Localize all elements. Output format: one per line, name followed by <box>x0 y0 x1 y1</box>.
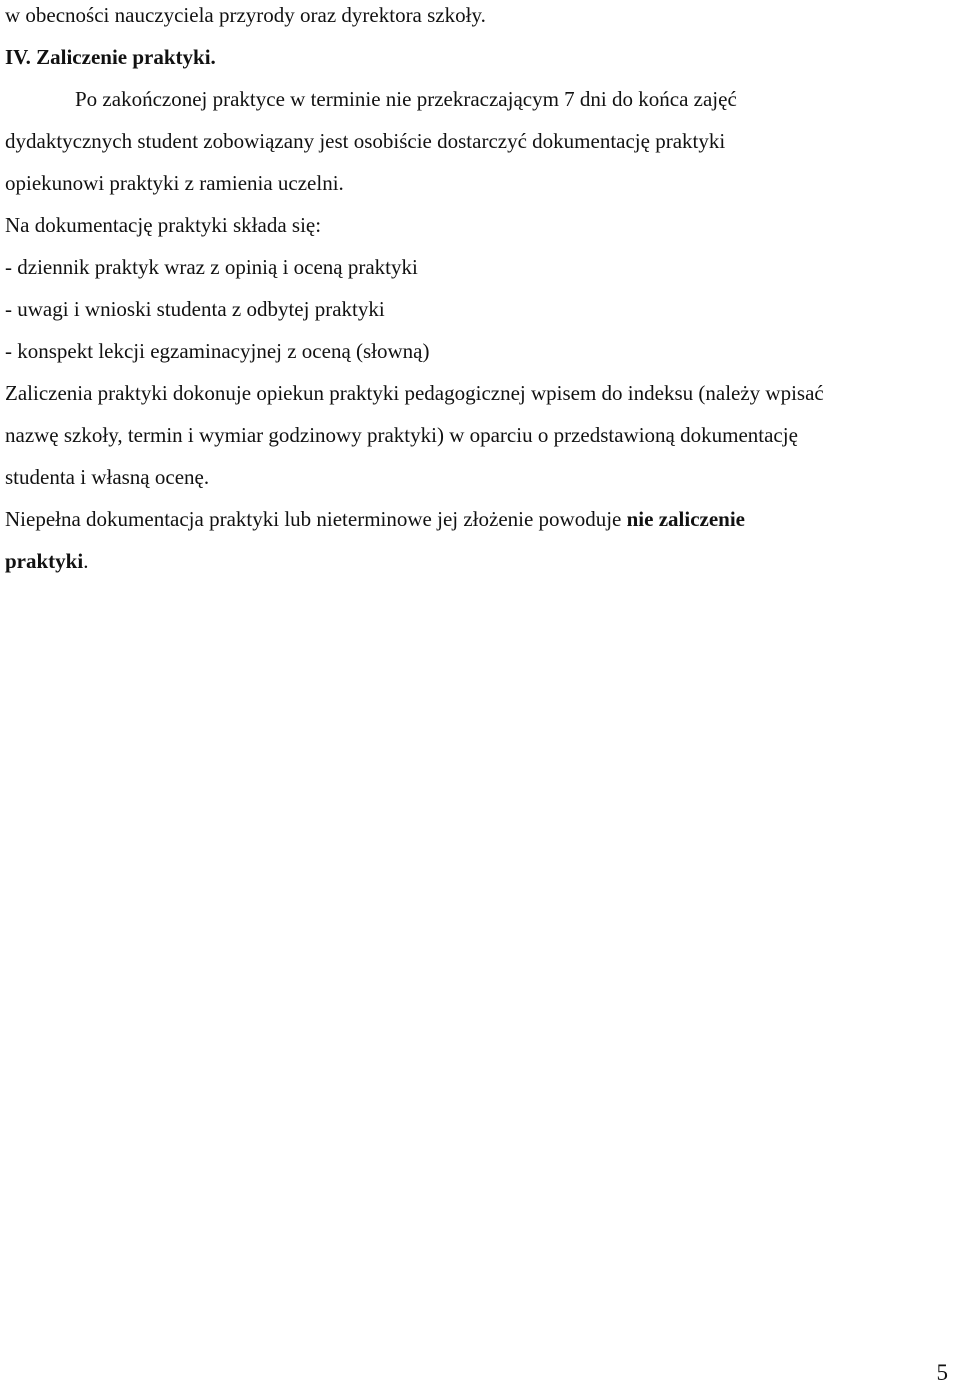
paragraph-2-line-1: Zaliczenia praktyki dokonuje opiekun praktyki pedagogicznej wpisem do indeksu (należy wpisać <box>5 381 824 405</box>
intro-line: w obecności nauczyciela przyrody oraz dyrektora szkoły. <box>5 3 486 27</box>
page-number: 5 <box>936 1360 948 1385</box>
documentation-item: - konspekt lekcji egzaminacyjnej z oceną (słowną) <box>5 339 430 363</box>
paragraph-3-emphasis-end: praktyki <box>5 549 84 573</box>
paragraph-3-text: Niepełna dokumentacja praktyki lub nieterminowe jej złożenie powoduje <box>5 507 627 531</box>
paragraph-3-emphasis: nie zaliczenie <box>626 507 745 531</box>
documentation-item: - uwagi i wnioski studenta z odbytej praktyki <box>5 297 385 321</box>
paragraph-3-period: . <box>83 549 89 573</box>
paragraph-1-line-1: Po zakończonej praktyce w terminie nie przekraczającym 7 dni do końca zajęć <box>75 87 737 111</box>
paragraph-2-line-3: studenta i własną ocenę. <box>5 465 210 489</box>
paragraph-3-line-2 <box>5 548 88 574</box>
paragraph-1-line-3: opiekunowi praktyki z ramienia uczelni. <box>5 171 344 195</box>
paragraph-3-line-1 <box>5 506 745 532</box>
documentation-intro: Na dokumentację praktyki składa się: <box>5 213 322 237</box>
paragraph-1-line-2: dydaktycznych student zobowiązany jest osobiście dostarczyć dokumentację praktyki <box>5 129 726 153</box>
paragraph-2-line-2: nazwę szkoły, termin i wymiar godzinowy praktyki) w oparciu o przedstawioną dokumentację <box>5 423 798 447</box>
documentation-item: - dziennik praktyk wraz z opinią i oceną praktyki <box>5 255 418 279</box>
section-heading: IV. Zaliczenie praktyki. <box>5 45 216 69</box>
